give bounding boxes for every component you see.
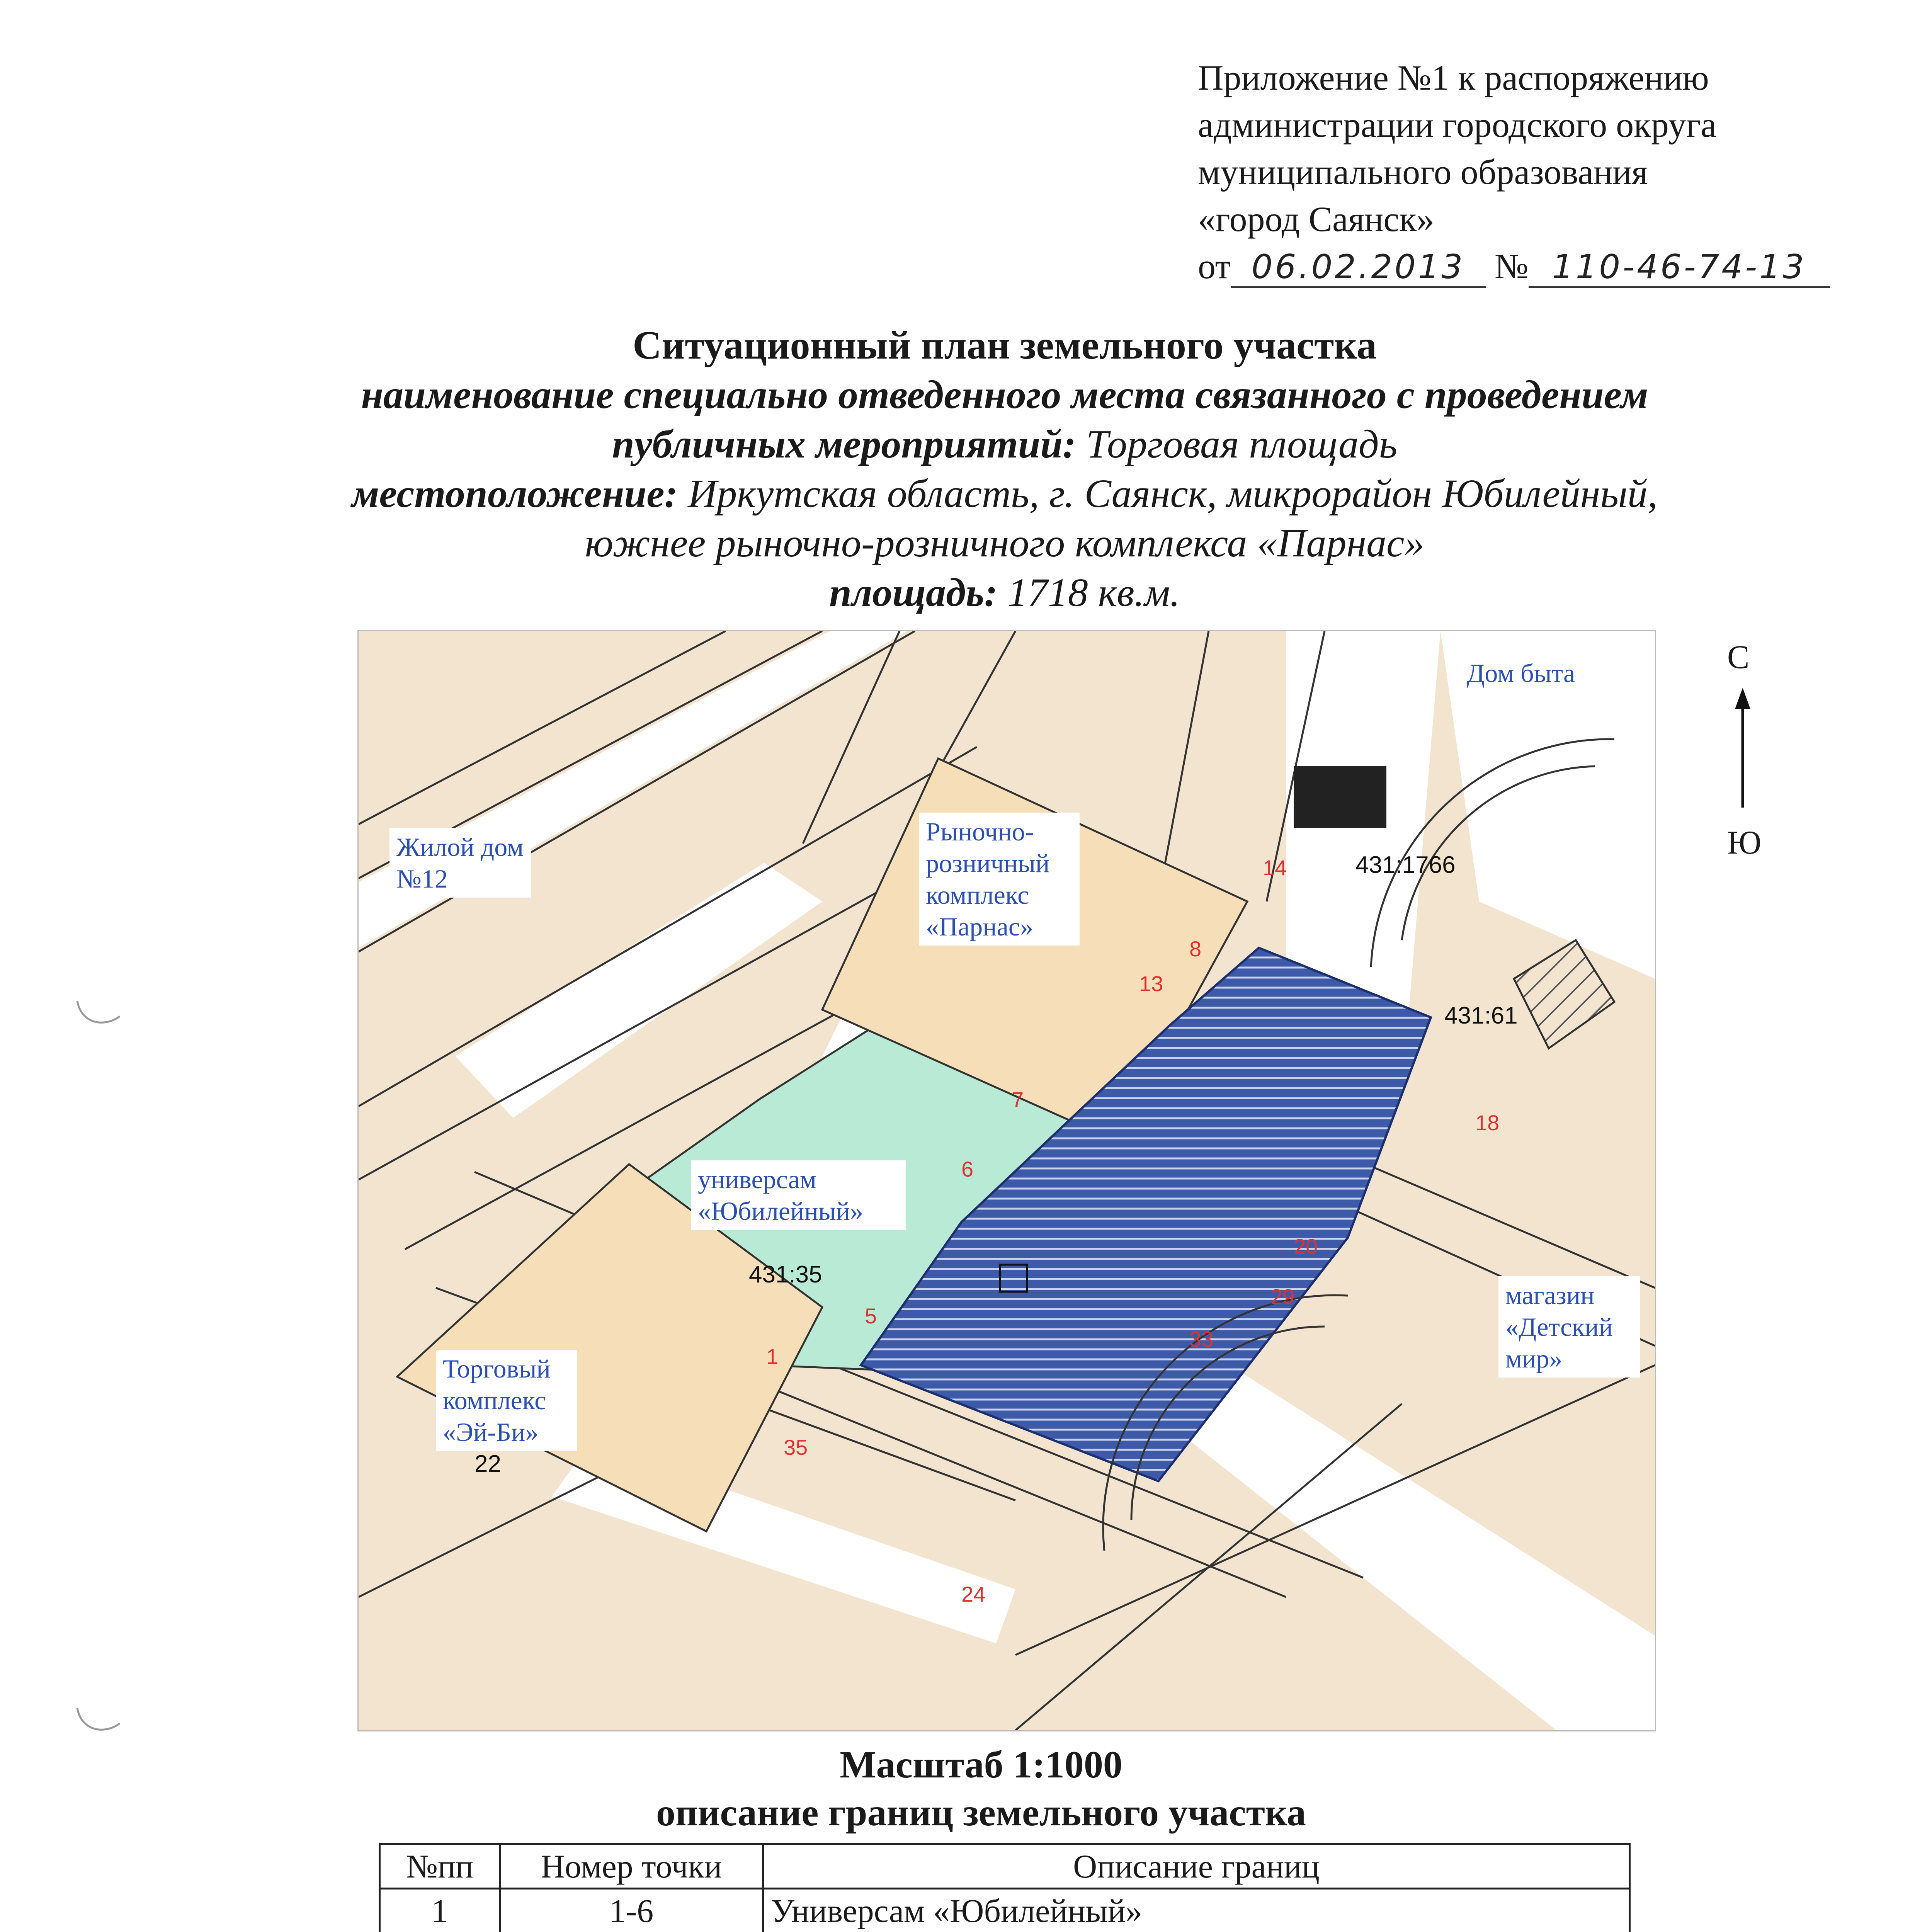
label-universam: универсам «Юбилейный»	[691, 1160, 906, 1230]
table-caption: описание границ земельного участка	[656, 1791, 1306, 1834]
point-20: 20	[1294, 1234, 1318, 1259]
label-house-12: Жилой дом №12	[389, 828, 531, 898]
appendix-line-2: администрации городского округа	[1198, 105, 1717, 145]
area-label: площадь:	[829, 570, 998, 615]
point-29: 29	[1270, 1284, 1295, 1309]
point-33: 33	[1189, 1327, 1214, 1351]
purpose-label-2: публичных мероприятий:	[612, 422, 1076, 466]
label-eybi: Торговый комплекс «Эй-Би»	[436, 1350, 577, 1451]
location-label: местоположение:	[352, 471, 678, 516]
scale-block	[0, 1741, 1932, 1837]
table-header-row	[380, 1844, 1630, 1889]
scale-text: Масштаб 1:1000	[840, 1743, 1122, 1786]
parcel-id-universam: 431:35	[749, 1261, 822, 1288]
appendix-line-4: «город Саянск»	[1198, 199, 1434, 239]
header-point: Номер точки	[500, 1844, 763, 1889]
punch-hole-mark-bottom	[70, 1700, 128, 1747]
compass-north: С	[1727, 638, 1750, 675]
cell-index: 1	[380, 1889, 500, 1932]
structure-dark	[1294, 766, 1386, 828]
label-parnas: Рыночно-розничный комплекс «Парнас»	[919, 813, 1080, 946]
cell-point: 1-6	[500, 1889, 763, 1932]
label-detsky-mir: магазин «Детский мир»	[1498, 1276, 1640, 1378]
situation-map	[357, 630, 1656, 1731]
appendix-line-1: Приложение №1 к распоряжению	[1198, 58, 1709, 97]
point-6: 6	[961, 1157, 974, 1181]
point-1: 1	[766, 1344, 779, 1369]
parcel-id-61: 431:61	[1444, 1002, 1518, 1029]
cell-description: Универсам «Юбилейный»	[763, 1889, 1630, 1932]
location-value-2: южнее рыночно-розничного комплекса «Парнас»	[585, 521, 1425, 565]
point-5: 5	[865, 1304, 877, 1328]
purpose-value: Торговая площадь	[1086, 422, 1397, 466]
label-dom-byta: Дом быта	[1460, 654, 1621, 692]
number-prefix: №	[1495, 247, 1529, 286]
appendix-block	[1198, 54, 1893, 290]
parcel-id-22: 22	[474, 1451, 501, 1477]
punch-hole-mark-top	[70, 993, 128, 1039]
header-index: №пп	[380, 1844, 500, 1889]
location-value: Иркутская область, г. Саянск, микрорайон Юбилейный,	[688, 471, 1658, 516]
point-13: 13	[1139, 971, 1163, 996]
boundary-table	[379, 1843, 1631, 1932]
point-7: 7	[1012, 1087, 1024, 1112]
point-35: 35	[784, 1435, 808, 1459]
compass	[1700, 638, 1785, 877]
title-block	[193, 321, 1816, 617]
point-18: 18	[1475, 1111, 1500, 1135]
purpose-label: наименование специально отведенного места связанного с проведением	[361, 372, 1648, 417]
map-drawing	[359, 631, 1655, 1730]
table-body	[380, 1889, 1630, 1932]
appendix-line-3: муниципального образования	[1198, 152, 1648, 192]
header-description: Описание границ	[763, 1844, 1630, 1889]
point-14: 14	[1263, 855, 1287, 880]
table-row	[380, 1889, 1630, 1932]
page-title: Ситуационный план земельного участка	[633, 323, 1377, 367]
hatched-structure	[1514, 940, 1614, 1048]
point-24: 24	[961, 1582, 986, 1606]
appendix-date-line	[1198, 243, 1893, 290]
parcel-id-1766: 431:1766	[1355, 852, 1456, 878]
date-prefix: от	[1198, 247, 1231, 286]
date-value: 06.02.2013	[1231, 248, 1486, 288]
area-value: 1718 кв.м.	[1007, 570, 1180, 615]
point-8: 8	[1189, 937, 1202, 961]
number-value: 110-46-74-13	[1529, 248, 1830, 288]
compass-south: Ю	[1727, 824, 1762, 861]
